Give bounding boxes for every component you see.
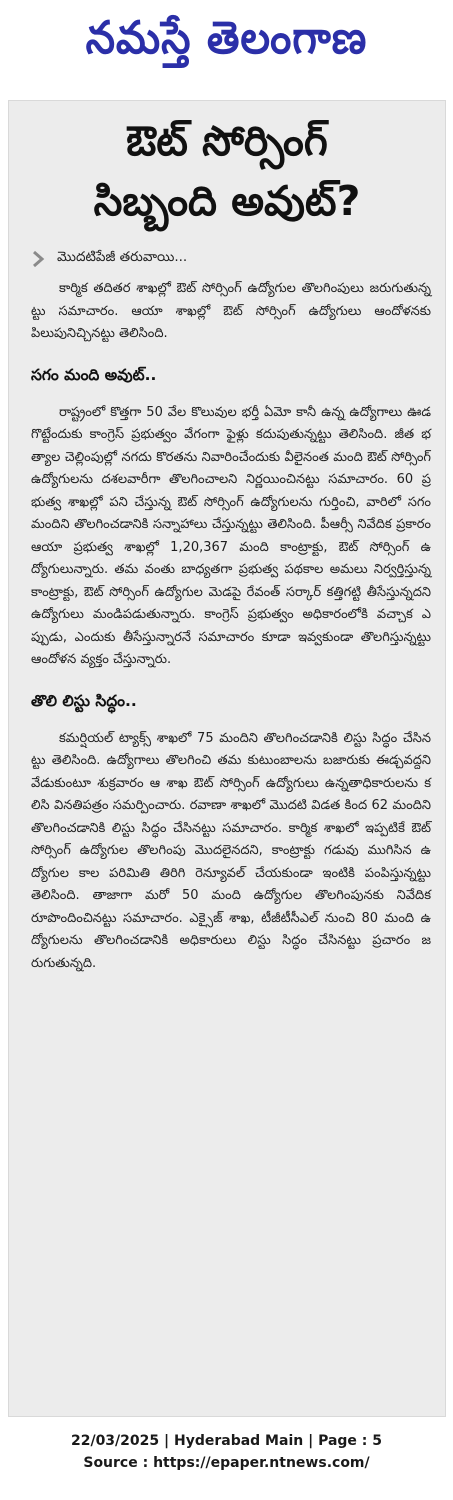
chevron-right-icon bbox=[31, 250, 45, 268]
continued-label: మొదటిపేజీ తరువాయి... bbox=[57, 249, 188, 265]
edition-info: 22/03/2025 | Hyderabad Main | Page : 5 bbox=[70, 1433, 383, 1449]
paragraph-body-2: కమర్షియల్ ట్యాక్స్ శాఖలో 75 మందిని తొలగించడానికి లిస్టు సిద్ధం చేసినట్టు తెలిసింది. ఉద్యోగాలు తొలగించి తమ కుటుంబాలను బజారుకు ఈడ్చవద్దని వేడుకుంటూ శుక్రవారం ఆ శాఖ ఔట్ సోర్సింగ్ ఉద్యోగులు ఉన్నతాధికారులను కలిసి వినతిపత్రం సమర్పించారు. రవాణా శాఖలో మొదటి విడత కింద 62 మందిని తొలగించడానికి లిస్టు సిద్ధం చేసినట్టు సమాచారం. కార్మిక శాఖలో ఇప్పటికే ఔట్ సోర్సింగ్ ఉద్యోగుల తొలగింపు మొదలైనదని, కాంట్రాక్టు గడువు ముగిసిన ఉద్యోగుల కాల పరిమితి తిరిగి రెన్యూవల్ చేయకుండా ఇంటికి పంపిస్తున్నట్టు తెలిసింది. తాజాగా మరో 50 మంది ఉద్యోగుల తొలగింపునకు నివేదిక రూపొందించినట్టు సమాచారం. ఎక్సైజ్ శాఖ, టీజీటీసీఎల్ నుంచి 80 మంది ఉద్యోగులను తొలగించడానికి అధికారులు లిస్టు సిద్ధం చేసినట్టు ప్రచారం జరుగుతున్నది. bbox=[31, 730, 431, 971]
headline bbox=[9, 101, 445, 231]
subheading-first-list: తొలి లిస్టు సిద్ధం.. bbox=[31, 691, 137, 710]
source-url: Source : https://epaper.ntnews.com/ bbox=[83, 1455, 370, 1471]
headline-line-2: సిబ్బంది అవుట్? bbox=[93, 177, 361, 225]
source-footer bbox=[0, 1430, 453, 1474]
continued-from-front-page bbox=[31, 249, 445, 268]
paragraph-intro: కార్మిక తదితర శాఖల్లో ఔట్ సోర్సింగ్ ఉద్యోగుల తొలగింపులు జరుగుతున్నట్టు సమాచారం. ఆయా శాఖల్లో ఔట్ సోర్సింగ్ ఉద్యోగులు ఆందోళనకు పిలుపునిచ్చినట్టు తెలిసింది. bbox=[31, 281, 431, 341]
headline-line-1: ఔట్ సోర్సింగ్ bbox=[126, 117, 328, 165]
subheading-half-out: సగం మంది అవుట్.. bbox=[31, 365, 157, 384]
masthead bbox=[0, 0, 453, 86]
newspaper-logo: నమస్తే తెలంగాణ bbox=[85, 11, 368, 64]
news-clipping bbox=[8, 100, 446, 1417]
paragraph-body-1: రాష్ట్రంలో కొత్తగా 50 వేల కొలువుల భర్తీ ఏమో కానీ ఉన్న ఉద్యోగాలు ఊడగొట్టేందుకు కాంగ్రెస్ ప్రభుత్వం వేగంగా ఫైళ్లు కదుపుతున్నట్టు తెలిసింది. జీత భత్యాల చెల్లింపుల్లో నగదు కొరతను నివారించేందుకు వీలైనంత మంది ఔట్ సోర్సింగ్ ఉద్యోగులను దశలవారీగా తొలగించాలని నిర్ణయించినట్టు సమాచారం. 60 ప్రభుత్వ శాఖల్లో పని చేస్తున్న ఔట్ సోర్సింగ్ ఉద్యోగులను గుర్తించి, వారిలో సగం మందిని తొలగించడానికి సన్నాహాలు చేస్తున్నట్టు తెలిసింది. పీఆర్సీ నివేదిక ప్రకారం ఆయా ప్రభుత్వ శాఖల్లో 1,20,367 మంది కాంట్రాక్టు, ఔట్ సోర్సింగ్ ఉద్యోగులున్నారు. తమ వంతు బాధ్యతగా ప్రభుత్వ పథకాల అమలు నిర్వర్తిస్తున్న కాంట్రాక్టు, ఔట్ సోర్సింగ్ ఉద్యోగుల మెడపై రేవంత్ సర్కార్ కత్తిగట్టి తీసేస్తున్నదని ఉద్యోగులు మండిపడుతున్నారు. కాంగ్రెస్ ప్రభుత్వం అధికారంలోకి వచ్చాక ఎప్పుడు, ఎందుకు తీసేస్తున్నారనే సమాచారం కూడా ఇవ్వకుండా తొలగిస్తున్నట్టు ఆందోళన వ్యక్తం చేస్తున్నారు. bbox=[31, 404, 431, 667]
